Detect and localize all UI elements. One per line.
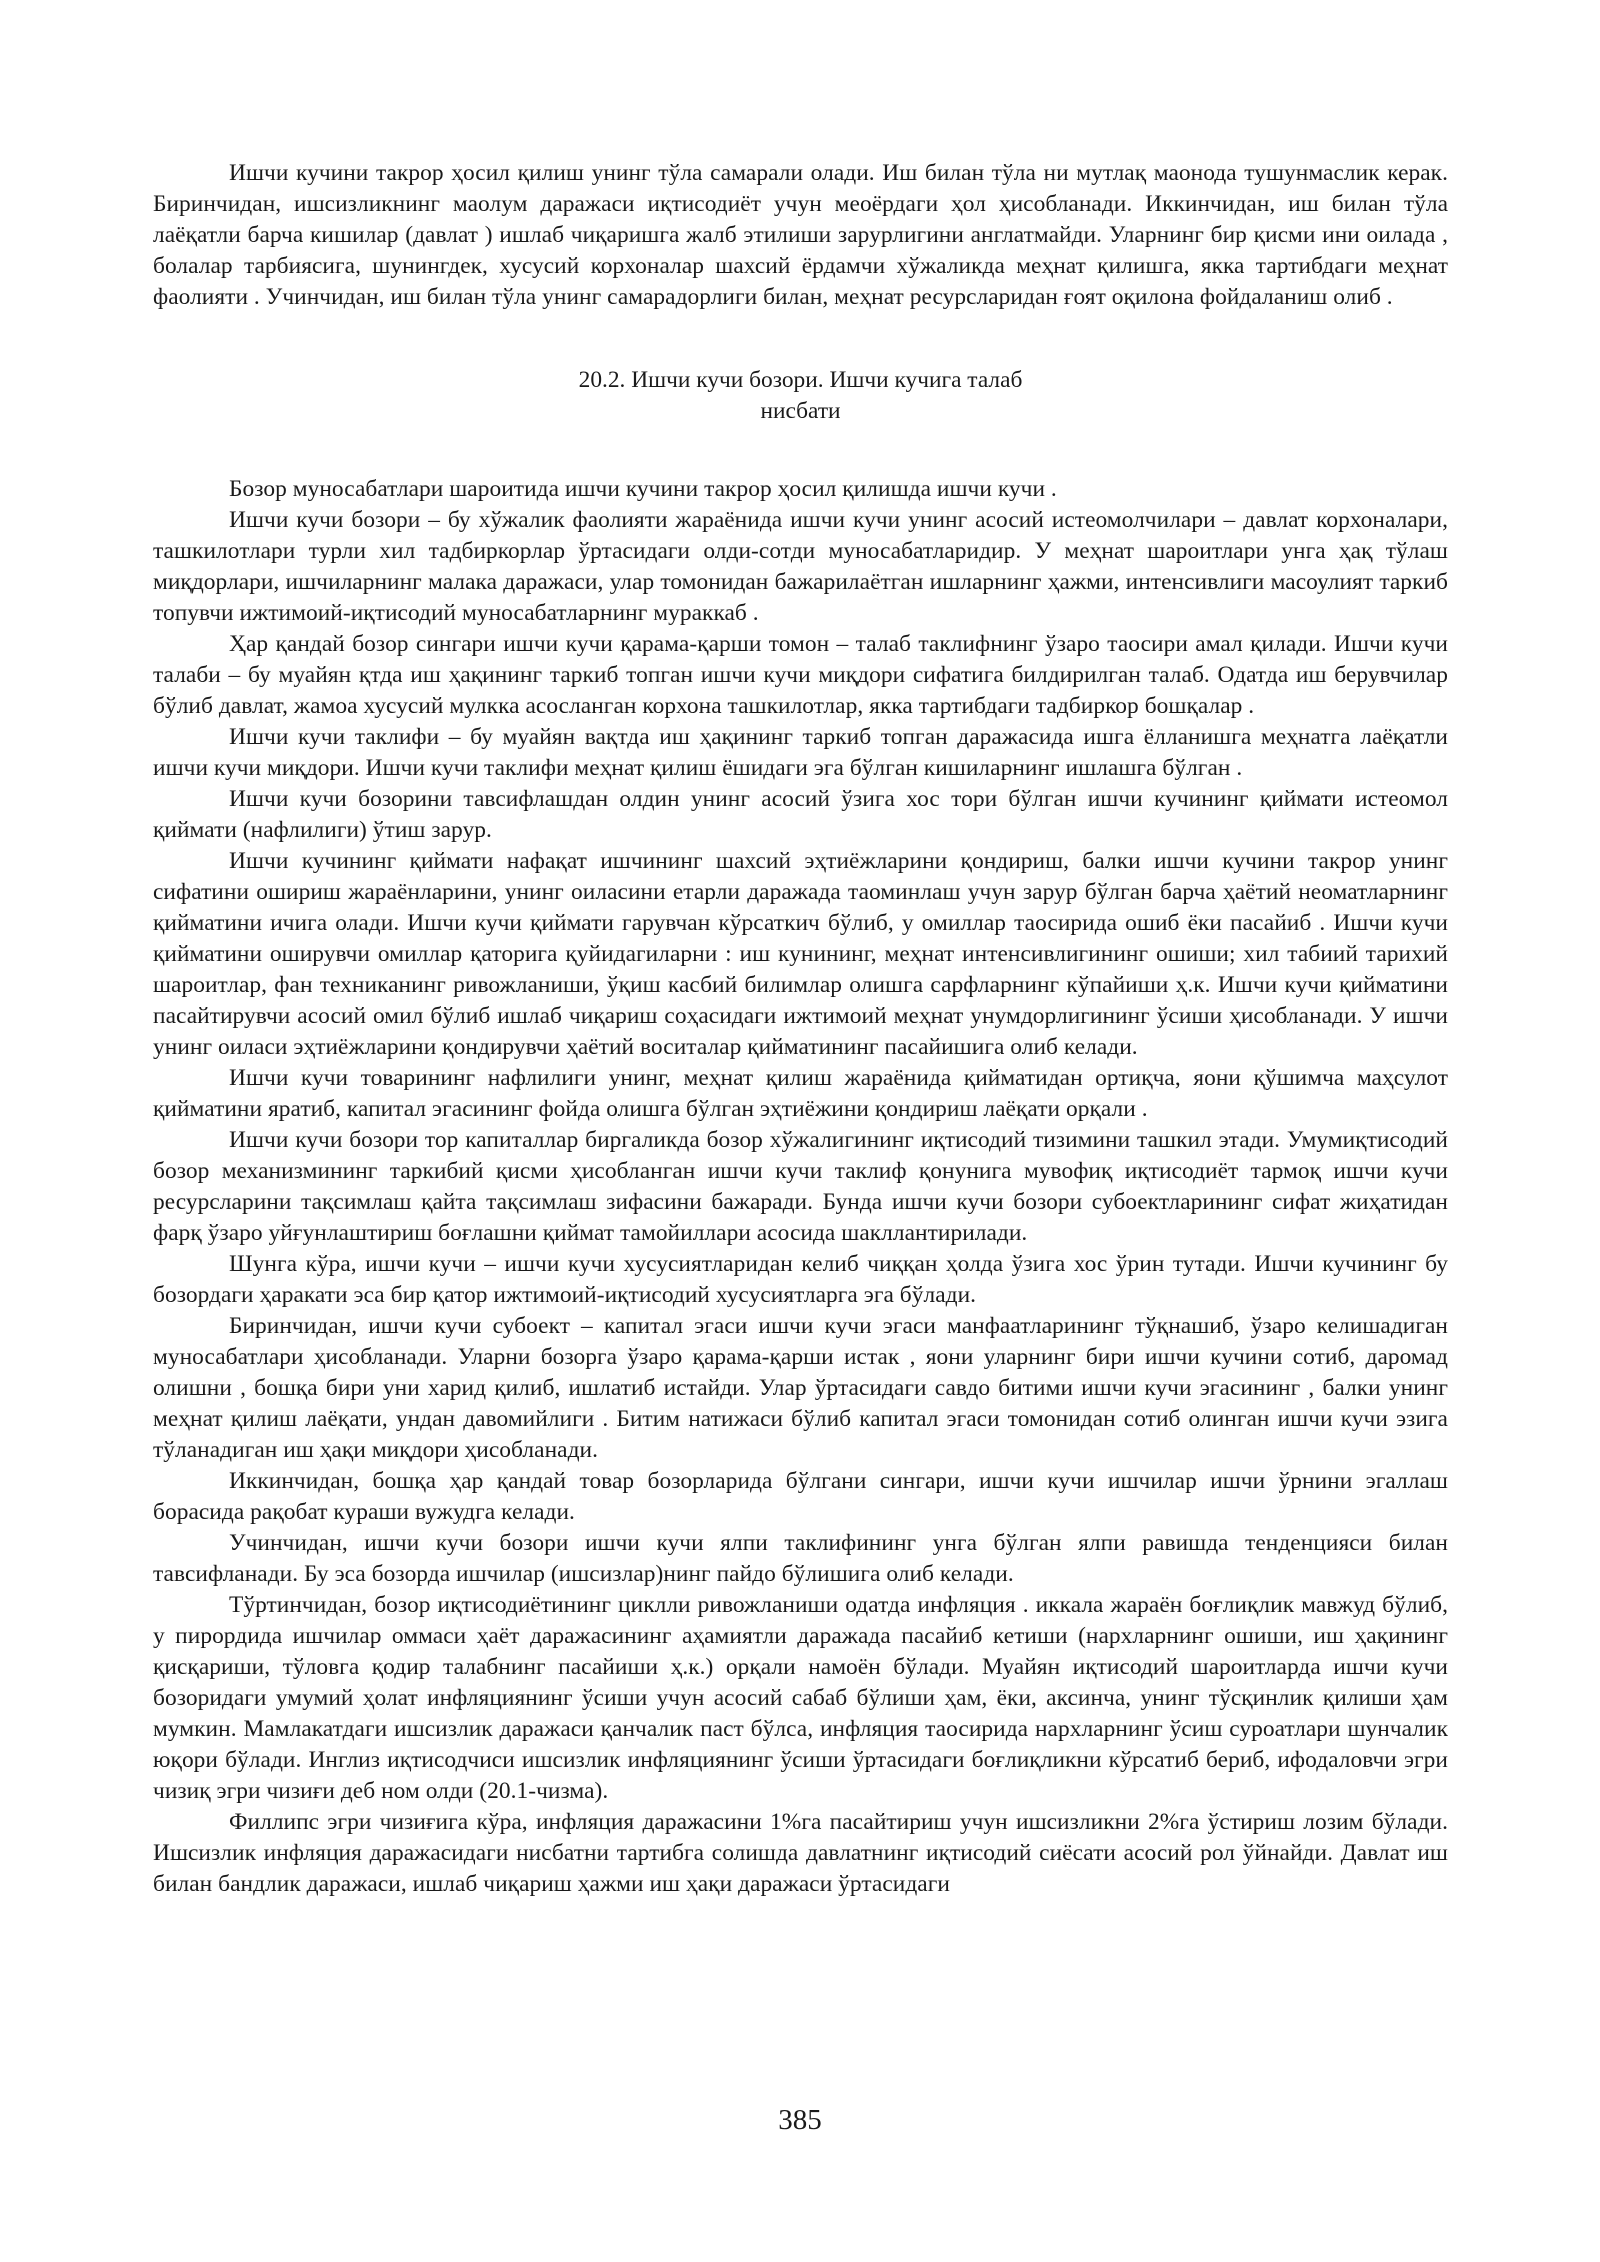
- paragraph: Шунга кўра, ишчи кучи – ишчи кучи хусусиятларидан келиб чиққан ҳолда ўзига хос ўрин тутади. Ишчи кучининг бу бозордаги ҳаракати эса бир қатор ижтимоий-иқтисодий хусусиятларга эга бўлади.: [153, 1251, 1448, 1308]
- paragraph: Филлипс эгри чизиғига кўра, инфляция даражасини 1%га пасайтириш учун ишсизликни 2%га ўстириш лозим бўлади. Ишсизлик инфляция даражасидаги нисбатни тартибга солишда давлатнинг иқтисодий сиёсати асосий рол ўйнайди. Давлат иш билан бандлик даражаси, ишлаб чиқариш ҳажми иш ҳақи даражаси ўртасидаги: [153, 1809, 1448, 1897]
- page-content: [153, 158, 1448, 1900]
- section-heading-line-2: нисбати: [760, 398, 841, 424]
- page-number: 385: [778, 2104, 822, 2136]
- intro-paragraph: Ишчи кучини такрор ҳосил қилиш унинг тўла самарали олади. Иш билан тўла ни мутлақ маонода тушунмаслик керак. Биринчидан, ишсизликнинг маолум даражаси иқтисодиёт учун меоёрдаги ҳол ҳисобланади. Иккинчидан, иш билан тўла лаёқатли барча кишилар (давлат ) ишлаб чиқаришга жалб этилиши зарурлигини англатмайди. Уларнинг бир қисми ини оилада , болалар тарбиясига, шунингдек, хусусий корхоналар шахсий ёрдамчи хўжаликда меҳнат қилишга, якка тартибдаги меҳнат фаолияти . Учинчидан, иш билан тўла унинг самарадорлиги билан, меҳнат ресурсларидан ғоят оқилона фойдаланиш олиб .: [153, 160, 1448, 310]
- paragraph: Биринчидан, ишчи кучи субоект – капитал эгаси ишчи кучи эгаси манфаатларининг тўқнашиб, ўзаро келишадиган муносабатлари ҳисобланади. Уларни бозорга ўзаро қарама-қарши истак , яони уларнинг бири ишчи кучини сотиб, даромад олишни , бошқа бири уни харид қилиб, ишлатиб истайди. Улар ўртасидаги савдо битими ишчи кучи эгасининг , балки унинг меҳнат қилиш лаёқати, ундан давомийлиги . Битим натижаси бўлиб капитал эгаси томонидан сотиб олинган ишчи кучи эзига тўланадиган иш ҳақи миқдори ҳисобланади.: [153, 1313, 1448, 1463]
- paragraph: Тўртинчидан, бозор иқтисодиётининг циклли ривожланиши одатда инфляция . иккала жараён боғлиқлик мавжуд бўлиб, у пирордида ишчилар оммаси ҳаёт даражасининг аҳамиятли даражада пасайиб кетиши (нархларнинг ошиши, иш ҳақининг қисқариши, тўловга қодир талабнинг пасайиши ҳ.к.) орқали намоён бўлади. Муайян иқтисодий шароитларда ишчи кучи бозоридаги умумий ҳолат инфляциянинг ўсиши учун асосий сабаб бўлиши ҳам, ёки, аксинча, унинг тўсқинлик қилиши ҳам мумкин. Мамлакатдаги ишсизлик даражаси қанчалик паст бўлса, инфляция таосирида нархларнинг ўсиш суроатлари шунчалик юқори бўлади. Инглиз иқтисодчиси ишсизлик инфляциянинг ўсиши ўртасидаги боғлиқликни кўрсатиб бериб, ифодаловчи эгри чизиқ эгри чизиғи деб ном олди (20.1-чизма).: [153, 1592, 1448, 1804]
- paragraph: Ишчи кучининг қиймати нафақат ишчининг шахсий эҳтиёжларини қондириш, балки ишчи кучини такрор унинг сифатини ошириш жараёнларини, унинг оиласини етарли даражада таоминлаш учун зарур бўлган барча ҳаётий неоматларнинг қийматини ичига олади. Ишчи кучи қиймати гарувчан кўрсаткич бўлиб, у омиллар таосирида ошиб ёки пасайиб . Ишчи кучи қийматини оширувчи омиллар қаторига қуйидагиларни : иш кунининг, меҳнат интенсивлигининг ошиши; хил табиий тарихий шароитлар, фан техниканинг ривожланиши, ўқиш касбий билимлар олишга сарфларнинг кўпайиши ҳ.к. Ишчи кучи қийматини пасайтирувчи асосий омил бўлиб ишлаб чиқариш соҳасидаги ижтимоий меҳнат унумдорлигининг ўсиши ҳисобланади. У ишчи унинг оиласи эҳтиёжларини қондирувчи ҳаётий воситалар қийматининг пасайишига олиб келади.: [153, 848, 1448, 1060]
- paragraph: Бозор муносабатлари шароитида ишчи кучини такрор ҳосил қилишда ишчи кучи .: [229, 476, 1057, 502]
- paragraph: Учинчидан, ишчи кучи бозори ишчи кучи ялпи таклифининг унга бўлган ялпи равишда тенденцияси билан тавсифланади. Бу эса бозорда ишчилар (ишсизлар)нинг пайдо бўлишига олиб келади.: [153, 1530, 1448, 1587]
- paragraph: Ишчи кучи товарининг нафлилиги унинг, меҳнат қилиш жараёнида қийматидан ортиқча, яони қўшимча маҳсулот қийматини яратиб, капитал эгасининг фойда олишга бўлган эҳтиёжини қондириш лаёқати орқали .: [153, 1065, 1448, 1122]
- section-heading: [153, 365, 1448, 427]
- paragraph: Ҳар қандай бозор сингари ишчи кучи қарама-қарши томон – талаб таклифнинг ўзаро таосири амал қилади. Ишчи кучи талаби – бу муайян қтда иш ҳақининг таркиб топган ишчи кучи миқдори сифатига билдирилган талаб. Одатда иш берувчилар бўлиб давлат, жамоа хусусий мулкка асосланган корхона ташкилотлар, якка тартибдаги тадбиркор бошқалар .: [153, 631, 1448, 719]
- paragraph: Ишчи кучи бозори тор капиталлар биргаликда бозор хўжалигининг иқтисодий тизимини ташкил этади. Умумиқтисодий бозор механизмининг таркибий қисми ҳисобланган ишчи кучи таклиф қонунига мувофиқ иқтисодиёт тармоқ ишчи кучи ресурсларини тақсимлаш қайта тақсимлаш зифасини бажаради. Бунда ишчи кучи бозори субоектларининг сифат жиҳатидан фарқ ўзаро уйғунлаштириш боғлашни қиймат тамойиллари асосида шакллантирилади.: [153, 1127, 1448, 1246]
- paragraph: Ишчи кучи бозори – бу хўжалик фаолияти жараёнида ишчи кучи унинг асосий истеомолчилари – давлат корхоналари, ташкилотлари турли хил тадбиркорлар ўртасидаги олди-сотди муносабатларидир. У меҳнат шароитлари унга ҳақ тўлаш миқдорлари, ишчиларнинг малака даражаси, улар томонидан бажарилаётган ишларнинг ҳажми, интенсивлиги масоулият таркиб топувчи ижтимоий-иқтисодий муносабатларнинг мураккаб .: [153, 507, 1448, 626]
- paragraph: Ишчи кучи таклифи – бу муайян вақтда иш ҳақининг таркиб топган даражасида ишга ёлланишга меҳнатга лаёқатли ишчи кучи миқдори. Ишчи кучи таклифи меҳнат қилиш ёшидаги эга бўлган кишиларнинг ишлашга бўлган .: [153, 724, 1448, 781]
- paragraph: Иккинчидан, бошқа ҳар қандай товар бозорларида бўлгани сингари, ишчи кучи ишчилар ишчи ўрнини эгаллаш борасида рақобат кураши вужудга келади.: [153, 1468, 1448, 1525]
- paragraph: Ишчи кучи бозорини тавсифлашдан олдин унинг асосий ўзига хос тори бўлган ишчи кучининг қиймати истеомол қиймати (нафлилиги) ўтиш зарур.: [153, 786, 1448, 843]
- section-heading-line-1: 20.2. Ишчи кучи бозори. Ишчи кучига талаб: [578, 367, 1023, 393]
